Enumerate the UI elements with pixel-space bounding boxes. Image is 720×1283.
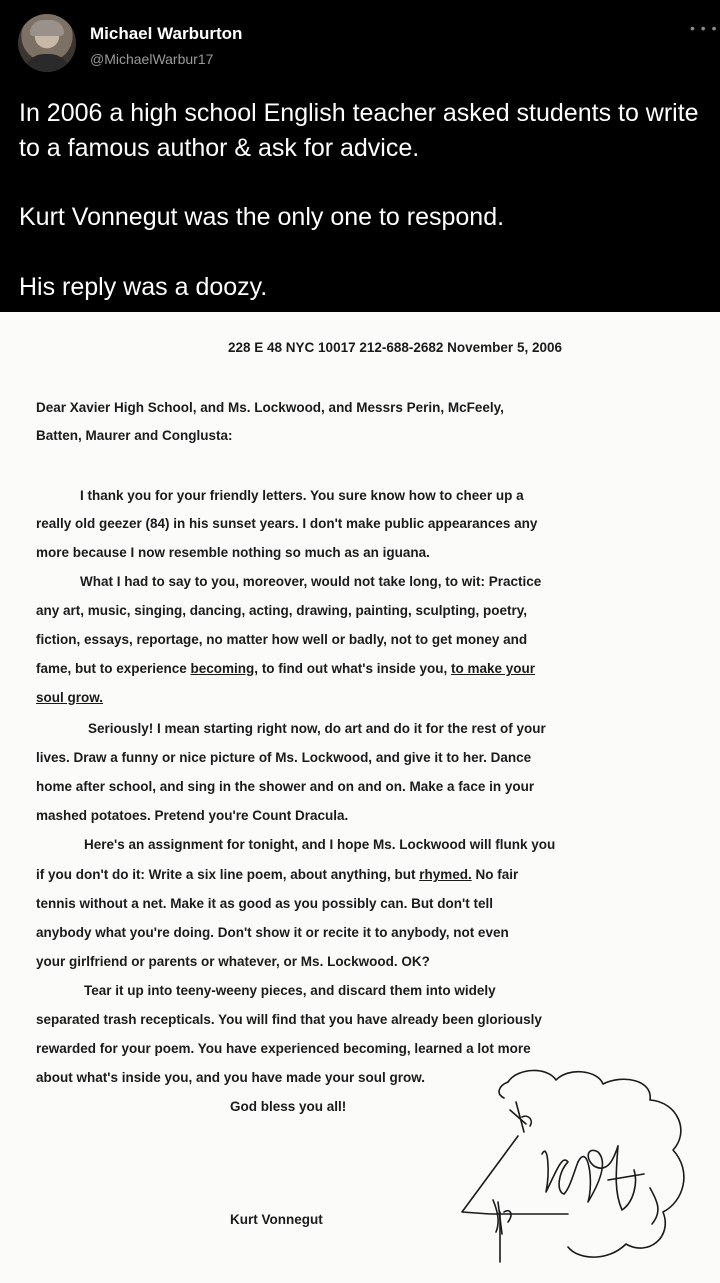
p2-l4-part-c: to find out what's inside you, — [258, 661, 452, 676]
paragraph-4-line-5: your girlfriend or parents or whatever, or Ms. Lockwood. OK? — [36, 954, 430, 969]
ellipsis-icon[interactable]: • • • — [690, 20, 718, 36]
paragraph-4-line-1: Here's an assignment for tonight, and I hope Ms. Lockwood will flunk you — [84, 837, 556, 852]
author-name[interactable]: Michael Warburton — [90, 24, 243, 43]
paragraph-2-line-1: What I had to say to you, moreover, would not take long, to wit: Practice — [80, 574, 542, 589]
underlined-make-your: to make your — [451, 661, 536, 676]
tweet-card — [0, 0, 720, 312]
paragraph-5-line-3: rewarded for your poem. You have experienced becoming, learned a lot more — [36, 1041, 531, 1056]
p4-l2-part-c: No fair — [471, 867, 519, 882]
tweet-text-paragraph-1: In 2006 a high school English teacher asked students to write to a famous author & ask for advice. — [19, 99, 699, 162]
paragraph-5-line-2: separated trash recepticals. You will find that you have already been gloriously — [36, 1012, 542, 1027]
salutation-line-2: Batten, Maurer and Conglusta: — [36, 428, 233, 443]
paragraph-1-line-3: more because I now resemble nothing so much as an iguana. — [36, 545, 430, 560]
avatar-body — [24, 54, 70, 72]
avatar-hair — [30, 20, 64, 36]
paragraph-2-line-5: soul grow. — [36, 690, 103, 705]
paragraph-4-line-2 — [36, 867, 518, 882]
paragraph-5-line-1: Tear it up into teeny-weeny pieces, and discard them into widely — [84, 983, 496, 998]
underlined-rhymed: rhymed. — [419, 867, 472, 882]
author-handle[interactable]: @MichaelWarbur17 — [90, 51, 214, 67]
paragraph-1-line-1: I thank you for your friendly letters. You sure know how to cheer up a — [80, 488, 524, 503]
paragraph-4-line-4: anybody what you're doing. Don't show it or recite it to anybody, not even — [36, 925, 509, 940]
paragraph-3-line-3: home after school, and sing in the shower and on and on. Make a face in your — [36, 779, 535, 794]
paragraph-4-line-3: tennis without a net. Make it as good as you possibly can. But don't tell — [36, 896, 494, 911]
tweet-text-paragraph-3: His reply was a doozy. — [19, 273, 268, 301]
tweet-text-paragraph-2: Kurt Vonnegut was the only one to respond. — [19, 203, 505, 231]
paragraph-1-line-2: really old geezer (84) in his sunset years. I don't make public appearances any — [36, 516, 538, 531]
p4-l2-part-a: if you don't do it: Write a six line poem, about anything, but — [36, 867, 420, 882]
paragraph-3-line-4: mashed potatoes. Pretend you're Count Dracula. — [36, 808, 349, 823]
closing-line: God bless you all! — [230, 1099, 347, 1114]
paragraph-2-line-2: any art, music, singing, dancing, acting, drawing, painting, sculpting, poetry, — [36, 603, 528, 618]
paragraph-2-line-4 — [36, 661, 535, 676]
typed-name: Kurt Vonnegut — [230, 1212, 323, 1227]
salutation-line-1: Dear Xavier High School, and Ms. Lockwood, and Messrs Perin, McFeely, — [36, 400, 504, 415]
p2-l4-part-a: fame, but to experience — [36, 661, 191, 676]
paragraph-3-line-2: lives. Draw a funny or nice picture of Ms. Lockwood, and give it to her. Dance — [36, 750, 532, 765]
signature-drawing — [438, 1062, 698, 1272]
paragraph-3-line-1: Seriously! I mean starting right now, do art and do it for the rest of your — [88, 721, 546, 736]
paragraph-2-line-3: fiction, essays, reportage, no matter how well or badly, not to get money and — [36, 632, 528, 647]
letter-header: 228 E 48 NYC 10017 212-688-2682 November 5, 2006 — [228, 340, 562, 355]
avatar[interactable] — [18, 14, 76, 72]
underlined-becoming: becoming, — [190, 661, 259, 676]
paragraph-5-line-4: about what's inside you, and you have made your soul grow. — [36, 1070, 426, 1085]
